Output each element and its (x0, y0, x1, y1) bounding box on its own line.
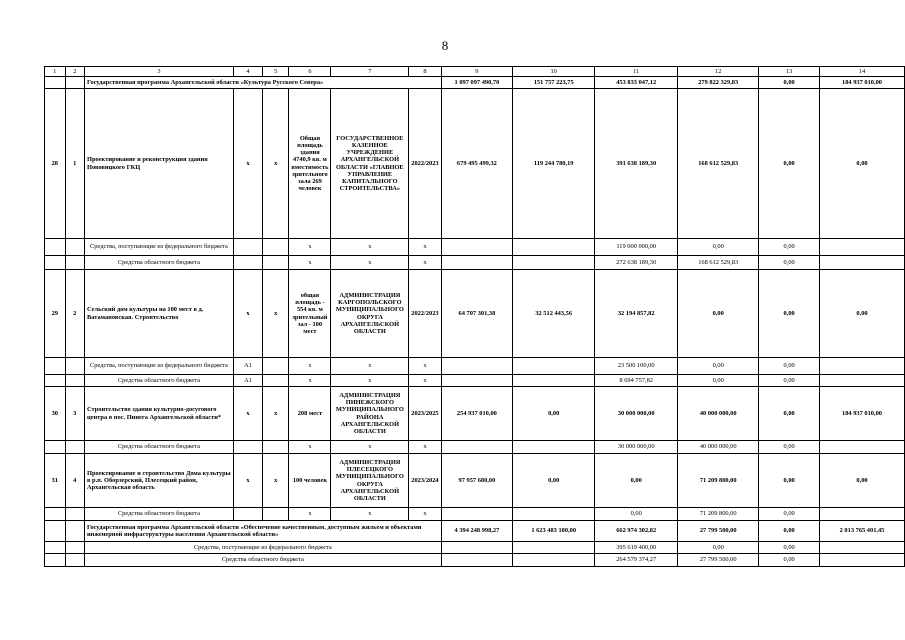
amount-cell: 40 000 000,00 (678, 387, 759, 441)
row-subnumber: 1 (65, 89, 84, 239)
cell-x: х (233, 387, 262, 441)
amount-cell: 23 500 100,00 (595, 358, 678, 375)
total-cell: 679 495 499,32 (441, 89, 513, 239)
source-label: Средства областного бюджета (84, 554, 441, 567)
amount-cell: 184 937 010,00 (820, 387, 905, 441)
amount-cell: 40 000 000,00 (678, 441, 759, 454)
col-header: 11 (595, 67, 678, 77)
amount-cell: 0,00 (759, 454, 820, 508)
amount-cell: 0,00 (759, 256, 820, 270)
amount-cell: 32 194 857,82 (595, 270, 678, 358)
capacity: Общая площадь здания 4740,9 кв. м вместимость зрительного зала 269 человек (289, 89, 331, 239)
amount-cell: 0,00 (513, 387, 595, 441)
col-header: 1 (45, 67, 66, 77)
cell-x: х (331, 358, 409, 375)
project-name: Строительство здания культурно-досугового центра в пос. Пинега Архангельской области* (84, 387, 233, 441)
cell-x: х (233, 270, 262, 358)
source-label: Средства областного бюджета (84, 256, 233, 270)
amount-cell: 2 013 765 401,45 (820, 521, 905, 542)
cell-code: А1 (233, 358, 262, 375)
col-header: 4 (233, 67, 262, 77)
col-header: 7 (331, 67, 409, 77)
project-row (45, 270, 905, 358)
amount-cell: 30 000 000,00 (595, 441, 678, 454)
customer: АДМИНИСТРАЦИЯ КАРГОПОЛЬСКОГО МУНИЦИПАЛЬНОГО ОКРУГА АРХАНГЕЛЬСКОЙ ОБЛАСТИ (331, 270, 409, 358)
cell-x: х (409, 508, 441, 521)
amount-cell: 184 937 010,00 (820, 77, 905, 89)
column-number-row (45, 67, 905, 77)
amount-cell: 264 579 374,27 (595, 554, 678, 567)
source-row (45, 441, 905, 454)
project-name: Проектирование и строительство Дома культуры в р.п. Оборзерский, Плесецкий район, Архангельская область (84, 454, 233, 508)
source-row (45, 508, 905, 521)
source-label: Средства, поступающие из федерального бюджета (84, 358, 233, 375)
cell-x: х (331, 375, 409, 387)
program-row (45, 521, 905, 542)
period: 2023/2025 (409, 387, 441, 441)
cell-code (233, 508, 262, 521)
investment-table (44, 66, 905, 567)
amount-cell: 27 799 500,00 (678, 554, 759, 567)
cell-x: х (263, 270, 289, 358)
amount-cell: 0,00 (820, 89, 905, 239)
cell-code (233, 239, 262, 256)
row-number: 31 (45, 454, 66, 508)
source-row (45, 554, 905, 567)
amount-cell: 0,00 (759, 358, 820, 375)
amount-cell: 0,00 (678, 375, 759, 387)
amount-cell: 168 612 529,83 (678, 256, 759, 270)
amount-cell: 279 822 329,83 (678, 77, 759, 89)
source-label: Средства областного бюджета (84, 441, 233, 454)
amount-cell: 0,00 (759, 89, 820, 239)
program-row (45, 77, 905, 89)
amount-cell: 0,00 (759, 270, 820, 358)
col-header: 10 (513, 67, 595, 77)
source-row (45, 542, 905, 554)
cell-x: х (289, 358, 331, 375)
amount-cell: 0,00 (759, 375, 820, 387)
cell-x: х (289, 239, 331, 256)
amount-cell: 0,00 (759, 239, 820, 256)
cell-x: х (331, 508, 409, 521)
source-label: Средства областного бюджета (84, 375, 233, 387)
total-cell: 1 097 097 490,70 (441, 77, 513, 89)
cell-x: х (331, 441, 409, 454)
amount-cell: 0,00 (759, 441, 820, 454)
capacity: 100 человек (289, 454, 331, 508)
amount-cell: 662 974 302,82 (595, 521, 678, 542)
source-row (45, 256, 905, 270)
row-number: 30 (45, 387, 66, 441)
col-header: 2 (65, 67, 84, 77)
col-header: 8 (409, 67, 441, 77)
amount-cell: 453 833 047,12 (595, 77, 678, 89)
row-subnumber: 3 (65, 387, 84, 441)
amount-cell: 119 244 780,19 (513, 89, 595, 239)
total-cell: 254 937 010,00 (441, 387, 513, 441)
amount-cell: 0,00 (595, 508, 678, 521)
amount-cell: 151 757 223,75 (513, 77, 595, 89)
row-subnumber: 2 (65, 270, 84, 358)
period: 2022/2023 (409, 89, 441, 239)
cell-x: х (263, 454, 289, 508)
amount-cell: 0,00 (678, 270, 759, 358)
page-number: 8 (441, 38, 449, 53)
amount-cell: 32 512 443,56 (513, 270, 595, 358)
amount-cell: 0,00 (759, 508, 820, 521)
project-row (45, 89, 905, 239)
cell-x: х (331, 239, 409, 256)
amount-cell: 0,00 (513, 454, 595, 508)
period: 2022/2023 (409, 270, 441, 358)
customer: АДМИНИСТРАЦИЯ ПИНЕЖСКОГО МУНИЦИПАЛЬНОГО РАЙОНА АРХАНГЕЛЬСКОЙ ОБЛАСТИ (331, 387, 409, 441)
total-cell: 4 394 248 998,27 (441, 521, 513, 542)
cell-x: х (289, 508, 331, 521)
cell-code (233, 441, 262, 454)
col-header: 13 (759, 67, 820, 77)
amount-cell: 0,00 (678, 239, 759, 256)
source-row (45, 239, 905, 256)
total-cell: 97 957 680,00 (441, 454, 513, 508)
cell-x: х (409, 375, 441, 387)
source-label: Средства, поступающие из федерального бюджета (84, 239, 233, 256)
source-label: Средства областного бюджета (84, 508, 233, 521)
cell-x: х (331, 256, 409, 270)
row-subnumber: 4 (65, 454, 84, 508)
col-header: 12 (678, 67, 759, 77)
capacity: 208 мест (289, 387, 331, 441)
amount-cell: 0,00 (678, 542, 759, 554)
amount-cell: 0,00 (759, 542, 820, 554)
project-name: Сельский дом культуры на 100 мест в д. Ватамановская. Строительство (84, 270, 233, 358)
col-header: 5 (263, 67, 289, 77)
cell-x: х (233, 454, 262, 508)
amount-cell: 8 694 757,82 (595, 375, 678, 387)
amount-cell: 1 623 483 180,00 (513, 521, 595, 542)
total-cell: 64 707 301,38 (441, 270, 513, 358)
cell-code (233, 256, 262, 270)
amount-cell: 71 209 800,00 (678, 454, 759, 508)
amount-cell: 0,00 (678, 358, 759, 375)
project-name: Проектирование и реконструкция здания Нововицкого ГКЦ (84, 89, 233, 239)
project-row (45, 387, 905, 441)
amount-cell: 0,00 (759, 387, 820, 441)
amount-cell: 0,00 (759, 77, 820, 89)
amount-cell: 0,00 (820, 270, 905, 358)
row-number: 29 (45, 270, 66, 358)
program-title: Государственная программа Архангельской области «Культура Русского Севера» (84, 77, 441, 89)
amount-cell: 395 619 400,00 (595, 542, 678, 554)
cell-x: х (409, 256, 441, 270)
row-number: 28 (45, 89, 66, 239)
amount-cell: 0,00 (759, 521, 820, 542)
source-row (45, 375, 905, 387)
col-header: 14 (820, 67, 905, 77)
cell-x: х (289, 256, 331, 270)
program-title: Государственная программа Архангельской области «Обеспечение качественным, доступным жильем и объектами инженерной инфраструктуры населения Архангельской области» (84, 521, 441, 542)
source-row (45, 358, 905, 375)
project-row (45, 454, 905, 508)
customer: ГОСУДАРСТВЕННОЕ КАЗЕННОЕ УЧРЕЖДЕНИЕ АРХАНГЕЛЬСКОЙ ОБЛАСТИ «ГЛАВНОЕ УПРАВЛЕНИЕ КАПИТАЛЬНОГО СТРОИТЕЛЬСТВА» (331, 89, 409, 239)
amount-cell: 391 638 189,30 (595, 89, 678, 239)
cell-x: х (263, 89, 289, 239)
amount-cell: 0,00 (595, 454, 678, 508)
period: 2023/2024 (409, 454, 441, 508)
amount-cell: 168 612 529,83 (678, 89, 759, 239)
amount-cell: 119 000 000,00 (595, 239, 678, 256)
cell-x: х (289, 441, 331, 454)
cell-x: х (409, 358, 441, 375)
amount-cell: 27 799 500,00 (678, 521, 759, 542)
cell-x: х (289, 375, 331, 387)
amount-cell: 272 638 189,30 (595, 256, 678, 270)
amount-cell: 0,00 (759, 554, 820, 567)
amount-cell: 0,00 (820, 454, 905, 508)
col-header: 9 (441, 67, 513, 77)
capacity: общая площадь - 554 кв. м зрительный зал - 100 мест (289, 270, 331, 358)
cell-x: х (233, 89, 262, 239)
amount-cell: 30 000 000,00 (595, 387, 678, 441)
cell-x: х (409, 239, 441, 256)
col-header: 6 (289, 67, 331, 77)
customer: АДМИНИСТРАЦИЯ ПЛЕСЕЦКОГО МУНИЦИПАЛЬНОГО ОКРУГА АРХАНГЕЛЬСКОЙ ОБЛАСТИ (331, 454, 409, 508)
cell-x: х (409, 441, 441, 454)
amount-cell: 71 209 800,00 (678, 508, 759, 521)
source-label: Средства, поступающие из федерального бюджета (84, 542, 441, 554)
cell-x: х (263, 387, 289, 441)
cell-code: А1 (233, 375, 262, 387)
col-header: 3 (84, 67, 233, 77)
